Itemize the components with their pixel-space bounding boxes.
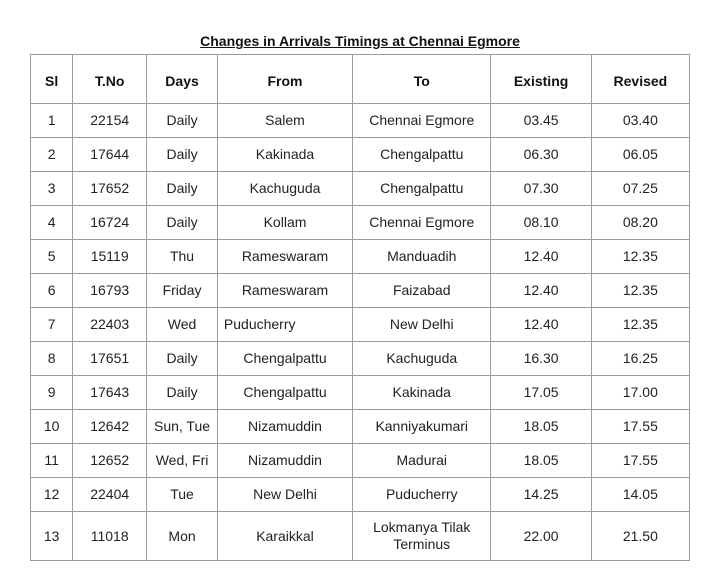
header-revised: Revised <box>591 55 689 104</box>
cell-train-no: 22403 <box>73 308 147 342</box>
cell-to: Lokmanya Tilak Terminus <box>353 512 491 561</box>
cell-revised: 12.35 <box>591 308 689 342</box>
cell-from: New Delhi <box>217 478 352 512</box>
cell-to: Manduadih <box>353 240 491 274</box>
cell-to: Kakinada <box>353 376 491 410</box>
cell-existing: 14.25 <box>491 478 591 512</box>
cell-train-no: 17652 <box>73 172 147 206</box>
cell-sl: 12 <box>31 478 73 512</box>
cell-from: Rameswaram <box>217 240 352 274</box>
cell-existing: 18.05 <box>491 410 591 444</box>
table-row <box>31 444 690 478</box>
cell-revised: 03.40 <box>591 104 689 138</box>
cell-sl: 4 <box>31 206 73 240</box>
cell-sl: 2 <box>31 138 73 172</box>
cell-revised: 12.35 <box>591 274 689 308</box>
header-from: From <box>217 55 352 104</box>
cell-from: Nizamuddin <box>217 444 352 478</box>
cell-existing: 17.05 <box>491 376 591 410</box>
table-row <box>31 512 690 561</box>
arrival-timings-table <box>30 54 690 561</box>
table-row <box>31 410 690 444</box>
cell-from: Rameswaram <box>217 274 352 308</box>
cell-sl: 11 <box>31 444 73 478</box>
cell-to: Chennai Egmore <box>353 206 491 240</box>
cell-sl: 8 <box>31 342 73 376</box>
cell-existing: 07.30 <box>491 172 591 206</box>
cell-train-no: 11018 <box>73 512 147 561</box>
cell-to: Madurai <box>353 444 491 478</box>
cell-from: Puducherry <box>217 308 352 342</box>
cell-existing: 06.30 <box>491 138 591 172</box>
cell-sl: 1 <box>31 104 73 138</box>
cell-revised: 08.20 <box>591 206 689 240</box>
cell-revised: 17.00 <box>591 376 689 410</box>
cell-revised: 16.25 <box>591 342 689 376</box>
cell-from: Salem <box>217 104 352 138</box>
cell-to: Faizabad <box>353 274 491 308</box>
table-row <box>31 138 690 172</box>
cell-days: Friday <box>147 274 218 308</box>
cell-from: Chengalpattu <box>217 376 352 410</box>
page-title: Changes in Arrivals Timings at Chennai Egmore <box>200 33 520 49</box>
cell-sl: 3 <box>31 172 73 206</box>
cell-train-no: 17644 <box>73 138 147 172</box>
cell-sl: 9 <box>31 376 73 410</box>
cell-days: Tue <box>147 478 218 512</box>
cell-revised: 17.55 <box>591 410 689 444</box>
cell-train-no: 12652 <box>73 444 147 478</box>
table-row <box>31 206 690 240</box>
cell-sl: 7 <box>31 308 73 342</box>
cell-from: Chengalpattu <box>217 342 352 376</box>
cell-sl: 5 <box>31 240 73 274</box>
table-header-row <box>31 55 690 104</box>
cell-train-no: 22404 <box>73 478 147 512</box>
cell-existing: 03.45 <box>491 104 591 138</box>
cell-from: Kollam <box>217 206 352 240</box>
header-to: To <box>353 55 491 104</box>
cell-train-no: 15119 <box>73 240 147 274</box>
cell-revised: 17.55 <box>591 444 689 478</box>
cell-days: Daily <box>147 172 218 206</box>
table-row <box>31 240 690 274</box>
header-sl: Sl <box>31 55 73 104</box>
cell-existing: 12.40 <box>491 274 591 308</box>
table-row <box>31 172 690 206</box>
cell-revised: 14.05 <box>591 478 689 512</box>
cell-days: Wed <box>147 308 218 342</box>
cell-train-no: 17643 <box>73 376 147 410</box>
cell-days: Sun, Tue <box>147 410 218 444</box>
table-row <box>31 104 690 138</box>
cell-to: Kachuguda <box>353 342 491 376</box>
cell-from: Karaikkal <box>217 512 352 561</box>
cell-train-no: 12642 <box>73 410 147 444</box>
cell-days: Thu <box>147 240 218 274</box>
cell-existing: 22.00 <box>491 512 591 561</box>
cell-revised: 07.25 <box>591 172 689 206</box>
cell-existing: 16.30 <box>491 342 591 376</box>
cell-days: Mon <box>147 512 218 561</box>
cell-days: Wed, Fri <box>147 444 218 478</box>
cell-to: Kanniyakumari <box>353 410 491 444</box>
table-row <box>31 308 690 342</box>
header-train-no: T.No <box>73 55 147 104</box>
cell-to: Chengalpattu <box>353 172 491 206</box>
cell-sl: 13 <box>31 512 73 561</box>
cell-from: Kakinada <box>217 138 352 172</box>
cell-days: Daily <box>147 138 218 172</box>
cell-days: Daily <box>147 342 218 376</box>
cell-revised: 21.50 <box>591 512 689 561</box>
cell-existing: 12.40 <box>491 240 591 274</box>
cell-train-no: 16724 <box>73 206 147 240</box>
cell-days: Daily <box>147 104 218 138</box>
cell-days: Daily <box>147 206 218 240</box>
cell-from: Kachuguda <box>217 172 352 206</box>
cell-to: Puducherry <box>353 478 491 512</box>
cell-sl: 6 <box>31 274 73 308</box>
table-row <box>31 376 690 410</box>
cell-revised: 12.35 <box>591 240 689 274</box>
cell-train-no: 16793 <box>73 274 147 308</box>
table-row <box>31 274 690 308</box>
cell-train-no: 22154 <box>73 104 147 138</box>
cell-to: New Delhi <box>353 308 491 342</box>
cell-to: Chengalpattu <box>353 138 491 172</box>
cell-train-no: 17651 <box>73 342 147 376</box>
cell-existing: 08.10 <box>491 206 591 240</box>
cell-sl: 10 <box>31 410 73 444</box>
table-row <box>31 342 690 376</box>
cell-revised: 06.05 <box>591 138 689 172</box>
cell-days: Daily <box>147 376 218 410</box>
table-row <box>31 478 690 512</box>
cell-to: Chennai Egmore <box>353 104 491 138</box>
header-days: Days <box>147 55 218 104</box>
cell-existing: 18.05 <box>491 444 591 478</box>
header-existing: Existing <box>491 55 591 104</box>
cell-from: Nizamuddin <box>217 410 352 444</box>
cell-existing: 12.40 <box>491 308 591 342</box>
